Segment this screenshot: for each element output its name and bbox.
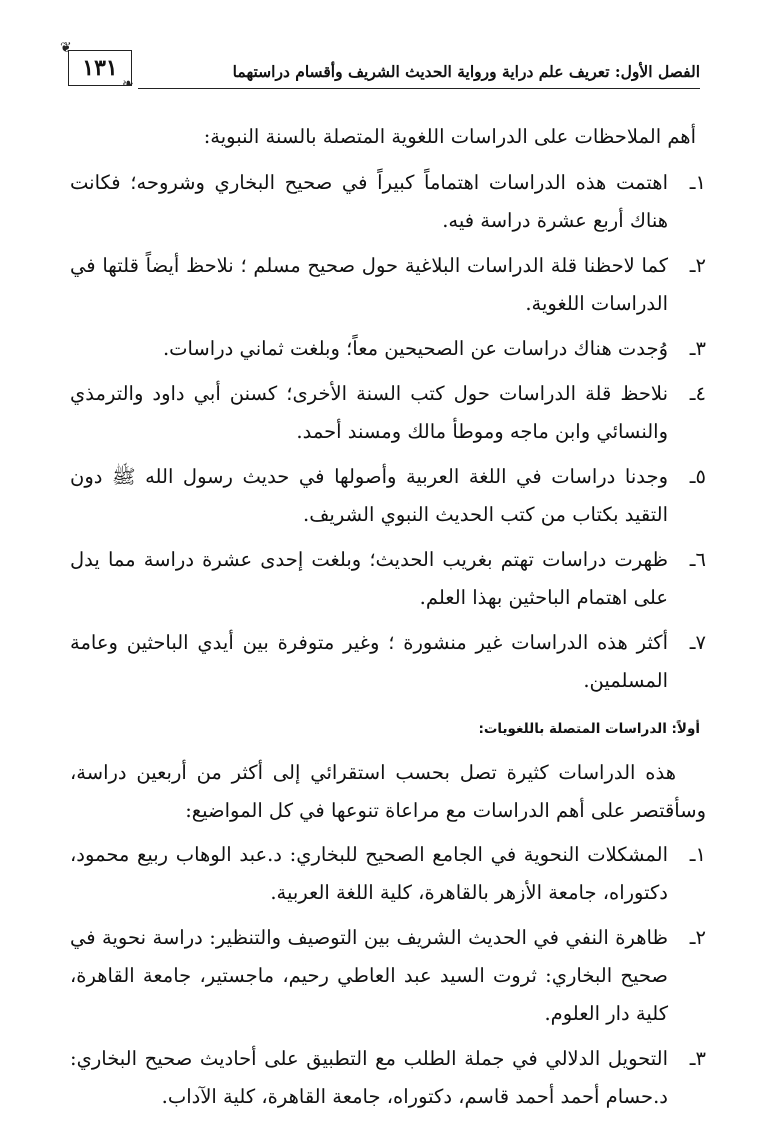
item-number: ٥ـ	[689, 465, 706, 488]
section-paragraph: هذه الدراسات كثيرة تصل بحسب استقرائي إلى أكثر من أربعين دراسة، وسأقتصر على أهم الدراسات مع مراعاة تنوعها في كل المواضيع:	[70, 761, 706, 822]
list-item	[70, 247, 706, 323]
item-number: ٦ـ	[689, 548, 706, 571]
page-number-text: ١٣١	[82, 55, 118, 81]
item-text: نلاحظ قلة الدراسات حول كتب السنة الأخرى؛ كسنن أبي داود والترمذي والنسائي وابن ماجه وموطأ مالك ومسند أحمد.	[70, 382, 668, 443]
list-item	[70, 375, 706, 451]
item-number: ٤ـ	[689, 382, 706, 405]
item-text: ظاهرة النفي في الحديث الشريف بين التوصيف والتنظير: دراسة نحوية في صحيح البخاري: ثروت السيد عبد العاطي رحيم، ماجستير، جامعة القاهرة، كلية دار العلوم.	[70, 926, 668, 1025]
item-text: المشكلات النحوية في الجامع الصحيح للبخاري: د.عبد الوهاب ربيع محمود، دكتوراه، جامعة الأزهر بالقاهرة، كلية اللغة العربية.	[70, 843, 668, 904]
item-number: ٢ـ	[689, 254, 706, 277]
studies-list	[70, 836, 706, 1116]
item-text: وجدنا دراسات في اللغة العربية وأصولها في حديث رسول الله ﷺ دون التقيد بكتاب من كتب الحديث النبوي الشريف.	[70, 465, 668, 526]
item-number: ٣ـ	[689, 337, 706, 360]
list-item	[70, 624, 706, 700]
page-body	[70, 118, 706, 1123]
list-item	[70, 1040, 706, 1116]
notes-list	[70, 164, 706, 700]
list-item	[70, 164, 706, 240]
header-rule	[138, 88, 700, 89]
list-item	[70, 836, 706, 912]
item-text: ظهرت دراسات تهتم بغريب الحديث؛ وبلغت إحدى عشرة دراسة مما يدل على اهتمام الباحثين بهذا العلم.	[70, 548, 668, 609]
list-item	[70, 330, 706, 368]
item-text: أكثر هذه الدراسات غير منشورة ؛ وغير متوفرة بين أيدي الباحثين وعامة المسلمين.	[70, 631, 668, 692]
item-number: ٢ـ	[689, 926, 706, 949]
chapter-title: الفصل الأول: تعريف علم دراية ورواية الحديث الشريف وأقسام دراستهما	[232, 62, 700, 81]
list-item	[70, 919, 706, 1033]
item-text: وُجدت هناك دراسات عن الصحيحين معاً؛ وبلغت ثماني دراسات.	[162, 337, 668, 360]
item-text: كما لاحظنا قلة الدراسات البلاغية حول صحيح مسلم ؛ نلاحظ أيضاً قلتها في الدراسات اللغوية.	[70, 254, 668, 315]
item-number: ١ـ	[689, 843, 706, 866]
section-heading: أولاً: الدراسات المتصلة باللغويات:	[478, 721, 700, 737]
item-text: التحويل الدلالي في جملة الطلب مع التطبيق على أحاديث صحيح البخاري: د.حسام أحمد أحمد قاسم، دكتوراه، جامعة القاهرة، كلية الآداب.	[70, 1047, 668, 1108]
item-number: ٧ـ	[689, 631, 706, 654]
list-item	[70, 458, 706, 534]
intro-text: أهم الملاحظات على الدراسات اللغوية المتصلة بالسنة النبوية:	[203, 125, 696, 148]
ornament-icon: ❧	[122, 76, 134, 92]
item-number: ٣ـ	[689, 1047, 706, 1070]
page-header	[60, 40, 700, 92]
ornament-icon: ❦	[60, 40, 72, 56]
item-text: اهتمت هذه الدراسات اهتماماً كبيراً في صحيح البخاري وشروحه؛ فكانت هناك أربع عشرة دراسة فيه.	[70, 171, 668, 232]
list-item	[70, 541, 706, 617]
item-number: ١ـ	[689, 171, 706, 194]
